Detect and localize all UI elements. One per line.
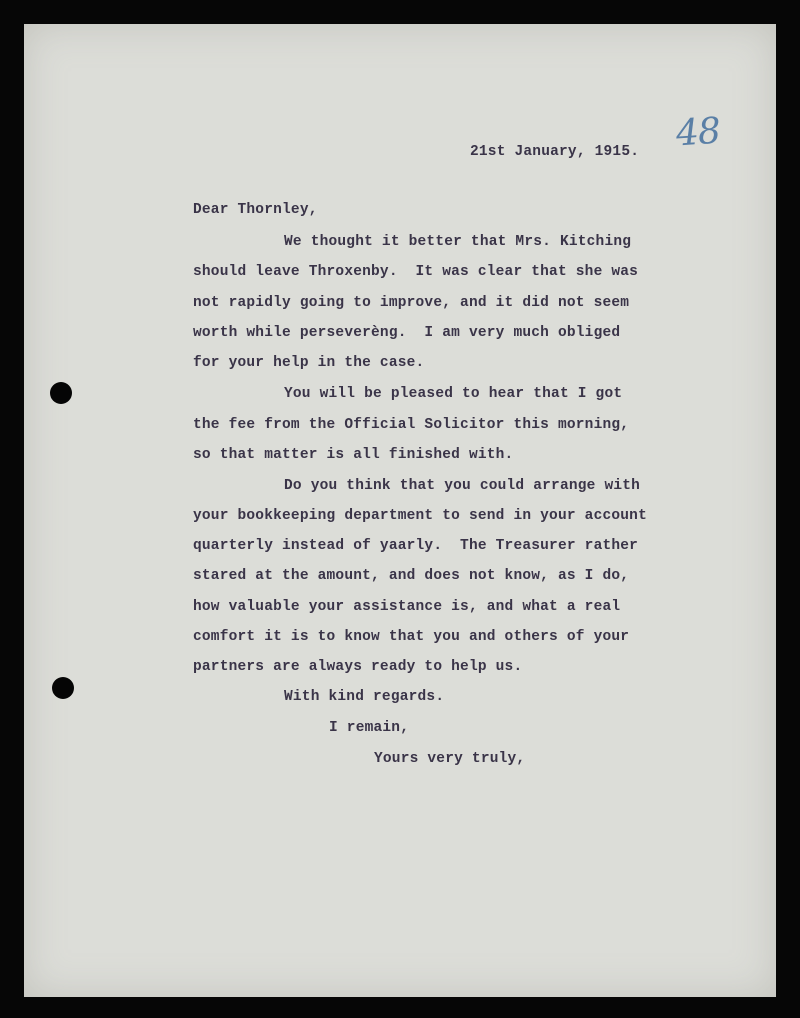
body-line: should leave Throxenby. It was clear that she was xyxy=(193,264,639,280)
body-line: for your help in the case. xyxy=(193,355,425,371)
folio-number: 48 xyxy=(674,110,722,155)
body-line: You will be pleased to hear that I got xyxy=(284,386,623,402)
body-line: comfort it is to know that you and others of your xyxy=(193,629,630,645)
body-line: We thought it better that Mrs. Kitching xyxy=(284,234,632,250)
body-line: partners are always ready to help us. xyxy=(193,659,523,675)
regards-line: With kind regards. xyxy=(284,689,445,705)
body-line: so that matter is all finished with. xyxy=(193,447,514,463)
salutation: Dear Thornley, xyxy=(193,202,318,218)
body-line: the fee from the Official Solicitor this morning, xyxy=(193,417,630,433)
remain-line: I remain, xyxy=(329,720,410,736)
closing-line: Yours very truly, xyxy=(374,751,526,767)
body-line: worth while perseverèng. I am very much obliged xyxy=(193,325,621,341)
punch-hole xyxy=(52,677,74,699)
body-line: stared at the amount, and does not know, as I do, xyxy=(193,568,630,584)
body-line: how valuable your assistance is, and what a real xyxy=(193,599,621,615)
punch-hole xyxy=(50,382,72,404)
body-line: Do you think that you could arrange with xyxy=(284,478,641,494)
body-line: quarterly instead of yaarly. The Treasurer rather xyxy=(193,538,639,554)
body-line: your bookkeeping department to send in your account xyxy=(193,508,647,524)
letter-date: 21st January, 1915. xyxy=(470,144,640,160)
body-line: not rapidly going to improve, and it did not seem xyxy=(193,295,630,311)
